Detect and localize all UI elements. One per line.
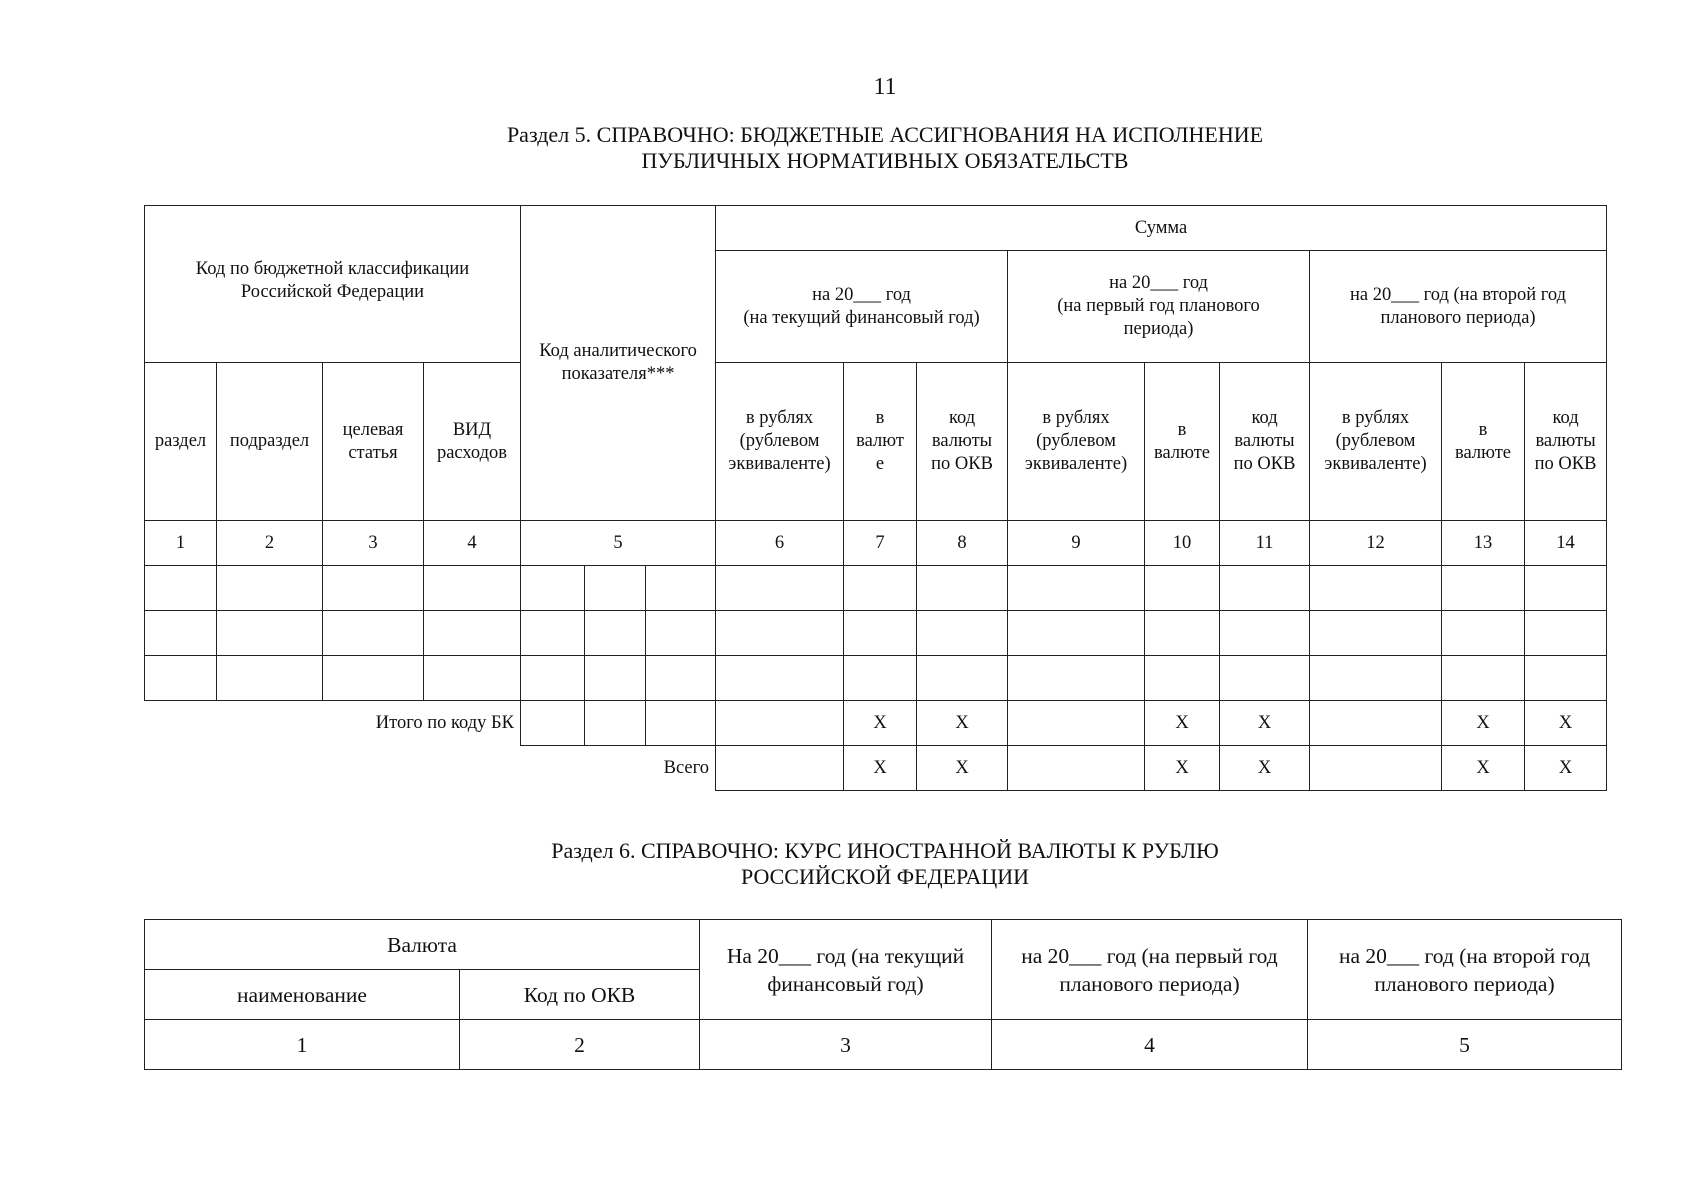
- x-mark: X: [1442, 701, 1525, 746]
- amount-cell[interactable]: [1145, 566, 1220, 611]
- okv-code-header-year3: код валюты по ОКВ: [1525, 363, 1607, 521]
- amount-cell[interactable]: [917, 566, 1008, 611]
- analytic-code-cell[interactable]: [585, 701, 646, 746]
- razdel-cell[interactable]: [145, 611, 217, 656]
- okv-code-header: Код по ОКВ: [460, 970, 700, 1020]
- amount-cell[interactable]: [1310, 656, 1442, 701]
- rub-header-year3: в рублях (рублевом эквиваленте): [1310, 363, 1442, 521]
- section-5-title: Раздел 5. СПРАВОЧНО: БЮДЖЕТНЫЕ АССИГНОВАНИЯ НА ИСПОЛНЕНИЕ ПУБЛИЧНЫХ НОРМАТИВНЫХ ОБЯЗАТЕЛЬСТВ: [506, 122, 1264, 173]
- celevaya-statya-header: целевая статья: [323, 363, 424, 521]
- amount-cell[interactable]: [716, 746, 844, 791]
- analytic-code-cell[interactable]: [521, 611, 585, 656]
- amount-cell[interactable]: [1442, 611, 1525, 656]
- amount-cell[interactable]: [1220, 566, 1310, 611]
- column-number-row: [145, 1020, 1622, 1070]
- amount-cell[interactable]: [716, 701, 844, 746]
- amount-cell[interactable]: [1008, 746, 1145, 791]
- podrazdel-cell[interactable]: [217, 566, 323, 611]
- column-number: 6: [716, 521, 844, 566]
- analytic-code-cell[interactable]: [646, 701, 716, 746]
- amount-cell[interactable]: [844, 656, 917, 701]
- x-mark: X: [1145, 746, 1220, 791]
- budget-allocations-table: [144, 205, 1607, 791]
- table-row: [145, 611, 1607, 656]
- year1-header: на 20___ год (на текущий финансовый год): [716, 251, 1008, 363]
- amount-cell[interactable]: [716, 566, 844, 611]
- vid-rashodov-header: ВИД расходов: [424, 363, 521, 521]
- amount-cell[interactable]: [716, 656, 844, 701]
- column-number: 9: [1008, 521, 1145, 566]
- exchange-rate-table: [144, 919, 1622, 1070]
- x-mark: X: [1145, 701, 1220, 746]
- celevaya-statya-cell[interactable]: [323, 611, 424, 656]
- column-number: 1: [145, 1020, 460, 1070]
- analytic-code-cell[interactable]: [646, 566, 716, 611]
- bk-code-header: Код по бюджетной классификации Российской Федерации: [145, 206, 521, 363]
- podrazdel-header: подраздел: [217, 363, 323, 521]
- x-mark: X: [917, 701, 1008, 746]
- currency-header-year3: в валюте: [1442, 363, 1525, 521]
- amount-cell[interactable]: [1525, 656, 1607, 701]
- x-mark: X: [917, 746, 1008, 791]
- column-number: 3: [323, 521, 424, 566]
- rub-header-year1: в рублях (рублевом эквиваленте): [716, 363, 844, 521]
- amount-cell[interactable]: [1220, 656, 1310, 701]
- amount-cell[interactable]: [1220, 611, 1310, 656]
- itogo-row: [145, 701, 1607, 746]
- amount-cell[interactable]: [1008, 701, 1145, 746]
- column-number: 5: [1308, 1020, 1622, 1070]
- currency-header: Валюта: [145, 920, 700, 970]
- column-number: 5: [521, 521, 716, 566]
- amount-cell[interactable]: [1442, 656, 1525, 701]
- vid-rashodov-cell[interactable]: [424, 656, 521, 701]
- rub-header-year2: в рублях (рублевом эквиваленте): [1008, 363, 1145, 521]
- column-number: 8: [917, 521, 1008, 566]
- analytic-code-cell[interactable]: [646, 611, 716, 656]
- x-mark: X: [844, 746, 917, 791]
- vid-rashodov-cell[interactable]: [424, 566, 521, 611]
- amount-cell[interactable]: [844, 611, 917, 656]
- okv-code-header-year2: код валюты по ОКВ: [1220, 363, 1310, 521]
- celevaya-statya-cell[interactable]: [323, 656, 424, 701]
- table-row: [145, 656, 1607, 701]
- currency-header-year1: в валют е: [844, 363, 917, 521]
- amount-cell[interactable]: [1008, 656, 1145, 701]
- x-mark: X: [1442, 746, 1525, 791]
- analytic-code-cell[interactable]: [585, 656, 646, 701]
- rate-year1-header: На 20___ год (на текущий финансовый год): [700, 920, 992, 1020]
- vsego-row: [145, 746, 1607, 791]
- amount-cell[interactable]: [1525, 566, 1607, 611]
- razdel-cell[interactable]: [145, 656, 217, 701]
- column-number: 13: [1442, 521, 1525, 566]
- column-number: 4: [992, 1020, 1308, 1070]
- page-number: 11: [873, 74, 897, 100]
- amount-cell[interactable]: [1145, 656, 1220, 701]
- amount-cell[interactable]: [844, 566, 917, 611]
- analytic-code-cell[interactable]: [585, 566, 646, 611]
- vsego-label: Всего: [663, 757, 710, 778]
- podrazdel-cell[interactable]: [217, 656, 323, 701]
- year3-header: на 20___ год (на второй год планового периода): [1310, 251, 1607, 363]
- column-number: 14: [1525, 521, 1607, 566]
- okv-code-header-year1: код валюты по ОКВ: [917, 363, 1008, 521]
- amount-cell[interactable]: [716, 611, 844, 656]
- section-6-title: Раздел 6. СПРАВОЧНО: КУРС ИНОСТРАННОЙ ВАЛЮТЫ К РУБЛЮ РОССИЙСКОЙ ФЕДЕРАЦИИ: [551, 838, 1219, 889]
- amount-cell[interactable]: [1008, 566, 1145, 611]
- x-mark: X: [1525, 746, 1607, 791]
- rate-year2-header: на 20___ год (на первый год планового периода): [992, 920, 1308, 1020]
- column-number: 12: [1310, 521, 1442, 566]
- column-number: 4: [424, 521, 521, 566]
- year2-header: на 20___ год (на первый год планового периода): [1008, 251, 1310, 363]
- column-number: 2: [460, 1020, 700, 1070]
- celevaya-statya-cell[interactable]: [323, 566, 424, 611]
- amount-cell[interactable]: [1310, 701, 1442, 746]
- amount-cell[interactable]: [1008, 611, 1145, 656]
- amount-cell[interactable]: [1310, 566, 1442, 611]
- analytic-code-cell[interactable]: [521, 701, 585, 746]
- x-mark: X: [1525, 701, 1607, 746]
- column-number-row: [145, 521, 1607, 566]
- amount-cell[interactable]: [917, 611, 1008, 656]
- amount-cell[interactable]: [1442, 566, 1525, 611]
- analytic-code-cell[interactable]: [646, 656, 716, 701]
- amount-cell[interactable]: [1310, 746, 1442, 791]
- column-number: 7: [844, 521, 917, 566]
- itogo-label: Итого по коду БК: [375, 712, 514, 733]
- amount-cell[interactable]: [1145, 611, 1220, 656]
- amount-cell[interactable]: [1310, 611, 1442, 656]
- x-mark: X: [1220, 701, 1310, 746]
- x-mark: X: [844, 701, 917, 746]
- analytic-code-cell[interactable]: [585, 611, 646, 656]
- currency-name-header: наименование: [145, 970, 460, 1020]
- table-row: [145, 566, 1607, 611]
- vid-rashodov-cell[interactable]: [424, 611, 521, 656]
- razdel-cell[interactable]: [145, 566, 217, 611]
- analytic-code-cell[interactable]: [521, 656, 585, 701]
- column-number: 1: [145, 521, 217, 566]
- column-number: 10: [1145, 521, 1220, 566]
- sum-header: Сумма: [716, 206, 1607, 251]
- amount-cell[interactable]: [917, 656, 1008, 701]
- rate-year3-header: на 20___ год (на второй год планового периода): [1308, 920, 1622, 1020]
- analytic-code-header: Код аналитического показателя***: [521, 206, 716, 521]
- analytic-code-cell[interactable]: [521, 566, 585, 611]
- column-number: 2: [217, 521, 323, 566]
- x-mark: X: [1220, 746, 1310, 791]
- razdel-header: раздел: [145, 363, 217, 521]
- column-number: 11: [1220, 521, 1310, 566]
- amount-cell[interactable]: [1525, 611, 1607, 656]
- column-number: 3: [700, 1020, 992, 1070]
- currency-header-year2: в валюте: [1145, 363, 1220, 521]
- podrazdel-cell[interactable]: [217, 611, 323, 656]
